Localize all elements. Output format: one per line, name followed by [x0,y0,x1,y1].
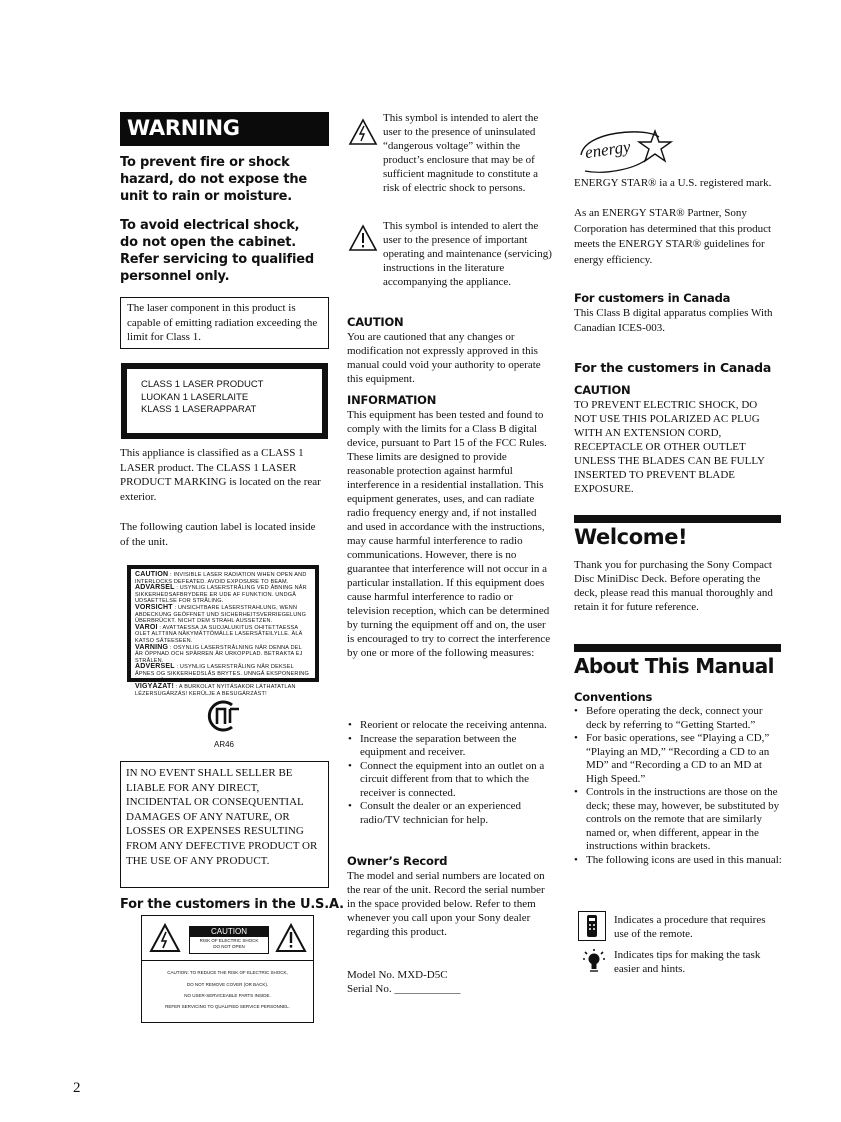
usa-label-line-3: NO USER-SERVICEABLE PARTS INSIDE. [184,993,271,998]
energy-star-logo [575,125,675,177]
warning-title: WARNING [127,116,240,140]
canada1-heading: For customers in Canada [574,291,731,305]
usa-label-divider [142,960,313,961]
caution-heading: CAUTION [347,315,404,329]
liability-box [120,761,329,888]
conventions-list [574,705,782,867]
owners-record-text: The model and serial numbers are located on the rear of the unit. Record the serial number in the space provided below. Refer to them whenever you call upon your Sony dealer regarding this product. [347,870,545,938]
lightning-warning-icon [149,923,181,953]
welcome-text: Thank you for purchasing the Sony Compact Disc MiniDisc Deck. Before operating the deck, please read this manual thoroughly and retain it for future reference. [574,559,773,613]
about-rule [574,644,781,652]
welcome-heading: Welcome! [574,525,688,549]
caution-line-1: CAUTION : INVISIBLE LASER RADIATION WHEN OPEN AND INTERLOCKS DEFEATED. AVOID EXPOSURE TO BEAM. [135,571,307,585]
remote-control-icon [579,912,605,940]
energy-star-text-1: ENERGY STAR® ia a U.S. registered mark. [574,177,772,189]
symbol2-text: This symbol is intended to alert the user to the presence of important operating and maintenance (servicing) instructions in the literature accompanying the appliance. [383,220,552,288]
about-heading: About This Manual [574,654,774,678]
remote-icon-text: Indicates a procedure that requires use of the remote. [614,914,766,940]
laser-label-line-1: CLASS 1 LASER PRODUCT [141,379,264,390]
model-number: Model No. MXD-D5C [347,969,448,981]
laser-component-text: The laser component in this product is capable of emitting radiation exceeding the limit for Class 1. [127,302,318,343]
pct-code: AR46 [213,740,234,749]
tips-icon-text: Indicates tips for making the task easier and hints. [614,949,761,975]
usa-label-line-1: CAUTION: TO REDUCE THE RISK OF ELECTRIC SHOCK, [167,970,288,975]
class1-text: This appliance is classified as a CLASS 1 LASER product. The CLASS 1 LASER PRODUCT MARKING is located on the rear exterior. [120,447,321,503]
canada1-text: This Class B digital apparatus complies With Canadian ICES-003. [574,307,773,334]
welcome-rule [574,515,781,523]
energy-star-text-2: As an ENERGY STAR® Partner, Sony Corporation has determined that this product meets the ENERGY STAR® guidelines for energy efficiency. [574,207,772,266]
measure-item: • Increase the separation between the equipment and receiver. [360,733,554,760]
pct-mark [204,699,244,749]
page-number: 2 [73,1080,81,1096]
caution-line-6: ADVERSEL : USYNLIG LASERSTRÅLING NÅR DEKSEL ÅPNES OG SIKKERHEDSLÅS BRYTES. UNNGÅ EKSPONERING FOR STRÅLEN. [135,663,309,684]
laser-label-line-2: LUOKAN 1 LASERLAITE [141,391,249,403]
usa-risk-line-2: DO NOT OPEN [213,944,245,949]
caution-line-7: VIGYÁZAT! : A BURKOLAT NYITÁSAKOR LÁTHATATLAN LÉZERSUGÁRZÁS! KERÜLJE A BESUGÁRZÁST! [135,683,296,697]
exclamation-symbol-icon [348,224,378,252]
information-text: This equipment has been tested and found to comply with the limits for a Class B digital device, pursuant to Part 15 of the FCC Rules. These limits are designed to provide reasonable protection against harmful interference in a residential installation. This equipment generates, uses, and can radiate radio frequency energy and, if not installed and used in accordance with the instructions, may cause harmful interference to radio communications. However, there is no guarantee that interference will not occur in a particular installation. If this equipment does cause harmful interference to radio or television reception, which can be determined by turning the equipment off and on, the user is encouraged to try to correct the interference by one or more of the following measures: [347,409,551,659]
caution-line-5: VARNING : OSYNLIG LASERSTRÅLNING NÄR DENNA DEL ÄR ÖPPNAD OCH SPÄRREN ÄR URKOPPLAD. BETRAKTA EJ STRÅLEN. [135,643,303,664]
caution-label-intro: The following caution label is located inside of the unit. [120,521,316,548]
measure-item: • Reorient or relocate the receiving antenna. [360,719,554,733]
warning-banner [120,112,329,146]
caution-line-2: ADVARSEL : USYNLIG LASERSTRÅLING VED ÅBNING NÅR SIKKERHEDSAFBRYDERE ER UDE AF FUNKTION. UNDGÅ UDSAETTELSE FOR STRÅLING. [135,584,307,605]
lightbulb-tips-icon [582,948,606,974]
measures-list [347,719,554,827]
usa-heading: For the customers in the U.S.A. [120,897,344,912]
fire-warning: To prevent fire or shock hazard, do not expose the unit to rain or moisture. [120,155,308,204]
convention-item: • The following icons are used in this manual: [586,854,782,868]
usa-caution-label [141,915,314,1023]
multilingual-caution-label [127,565,319,697]
laser-label-line-3: KLASS 1 LASERAPPARAT [141,404,257,415]
serial-number: Serial No. ____________ [347,983,461,995]
exclamation-warning-icon [275,923,307,953]
symbol1-text: This symbol is intended to alert the user to the presence of uninsulated “dangerous voltage” within the product’s enclosure that may be of sufficient magnitude to constitute a risk of electric shock to persons. [383,112,539,194]
usa-label-line-2: DO NOT REMOVE COVER (OR BACK). [186,982,269,987]
caution-line-4: VAROI : AVATTAESSA JA SUOJALUKITUS OHITETTAESSA OLET ALTTIINA NÄKYMÄTTÖMÄLLE LASERSÄTEILYLLE. ÄLÄ KATSO SÄTEESEEN. [135,623,303,644]
liability-text: IN NO EVENT SHALL SELLER BE LIABLE FOR ANY DIRECT, INCIDENTAL OR CONSEQUENTIAL DAMAGES OF ANY NATURE, OR LOSSES OR EXPENSES RESULTING FROM ANY DEFECTIVE PRODUCT OR THE USE OF ANY PRODUCT. [126,767,318,867]
usa-caution-title: CAUTION [190,927,268,937]
caution-center-box [189,926,269,954]
lightning-symbol-icon [348,118,378,146]
usa-risk-line-1: RISK OF ELECTRIC SHOCK [199,938,259,943]
caution-text: You are cautioned that any changes or modification not expressly approved in this manual could void your authority to operate this equipment. [347,331,541,385]
pct-certification-icon [204,699,244,733]
convention-item: • Before operating the deck, connect your deck by referring to “Getting Started.” [586,705,782,732]
usa-label-line-4: REFER SERVICING TO QUALIFIED SERVICE PERSONNEL. [165,1004,290,1009]
energy-logo-text: energy [583,136,632,163]
canada2-heading: For the customers in Canada [574,360,772,375]
convention-item: • For basic operations, see “Playing a CD,” “Playing an MD,” “Recording a CD to an MD” and “Recording a CD to an MD at High Speed.” [586,732,782,786]
measure-item: • Connect the equipment into an outlet on a circuit different from that to which the receiver is connected. [360,760,554,801]
shock-warning: To avoid electrical shock, do not open the cabinet. Refer servicing to qualified personnel only. [120,218,314,284]
canada2-caution: CAUTION [574,383,631,397]
canada2-text: TO PREVENT ELECTRIC SHOCK, DO NOT USE THIS POLARIZED AC PLUG WITH AN EXTENSION CORD, RECEPTACLE OR OTHER OUTLET UNLESS THE BLADES CAN BE FULLY INSERTED TO PREVENT BLADE EXPOSURE. [574,399,765,495]
information-heading: INFORMATION [347,393,437,407]
laser-label [121,363,328,439]
conventions-heading: Conventions [574,690,653,704]
owners-record-heading: Owner’s Record [347,854,448,868]
remote-icon-frame [578,911,606,941]
measure-item: • Consult the dealer or an experienced radio/TV technician for help. [360,800,554,827]
convention-item: • Controls in the instructions are those on the deck; these may, however, be substituted by controls on the remote that are similarly named or, when different, appear in the instructions within brackets. [586,786,782,854]
laser-component-box [120,297,329,349]
caution-line-3: VORSICHT : UNSICHTBARE LASERSTRAHLUNG, WENN ABDECKUNG GEÖFFNET UND SICHERHEITSVERRIEGELUNG ÜBERBRÜCKT. NICHT DEM STRAHL AUSSETZEN. [135,603,307,625]
